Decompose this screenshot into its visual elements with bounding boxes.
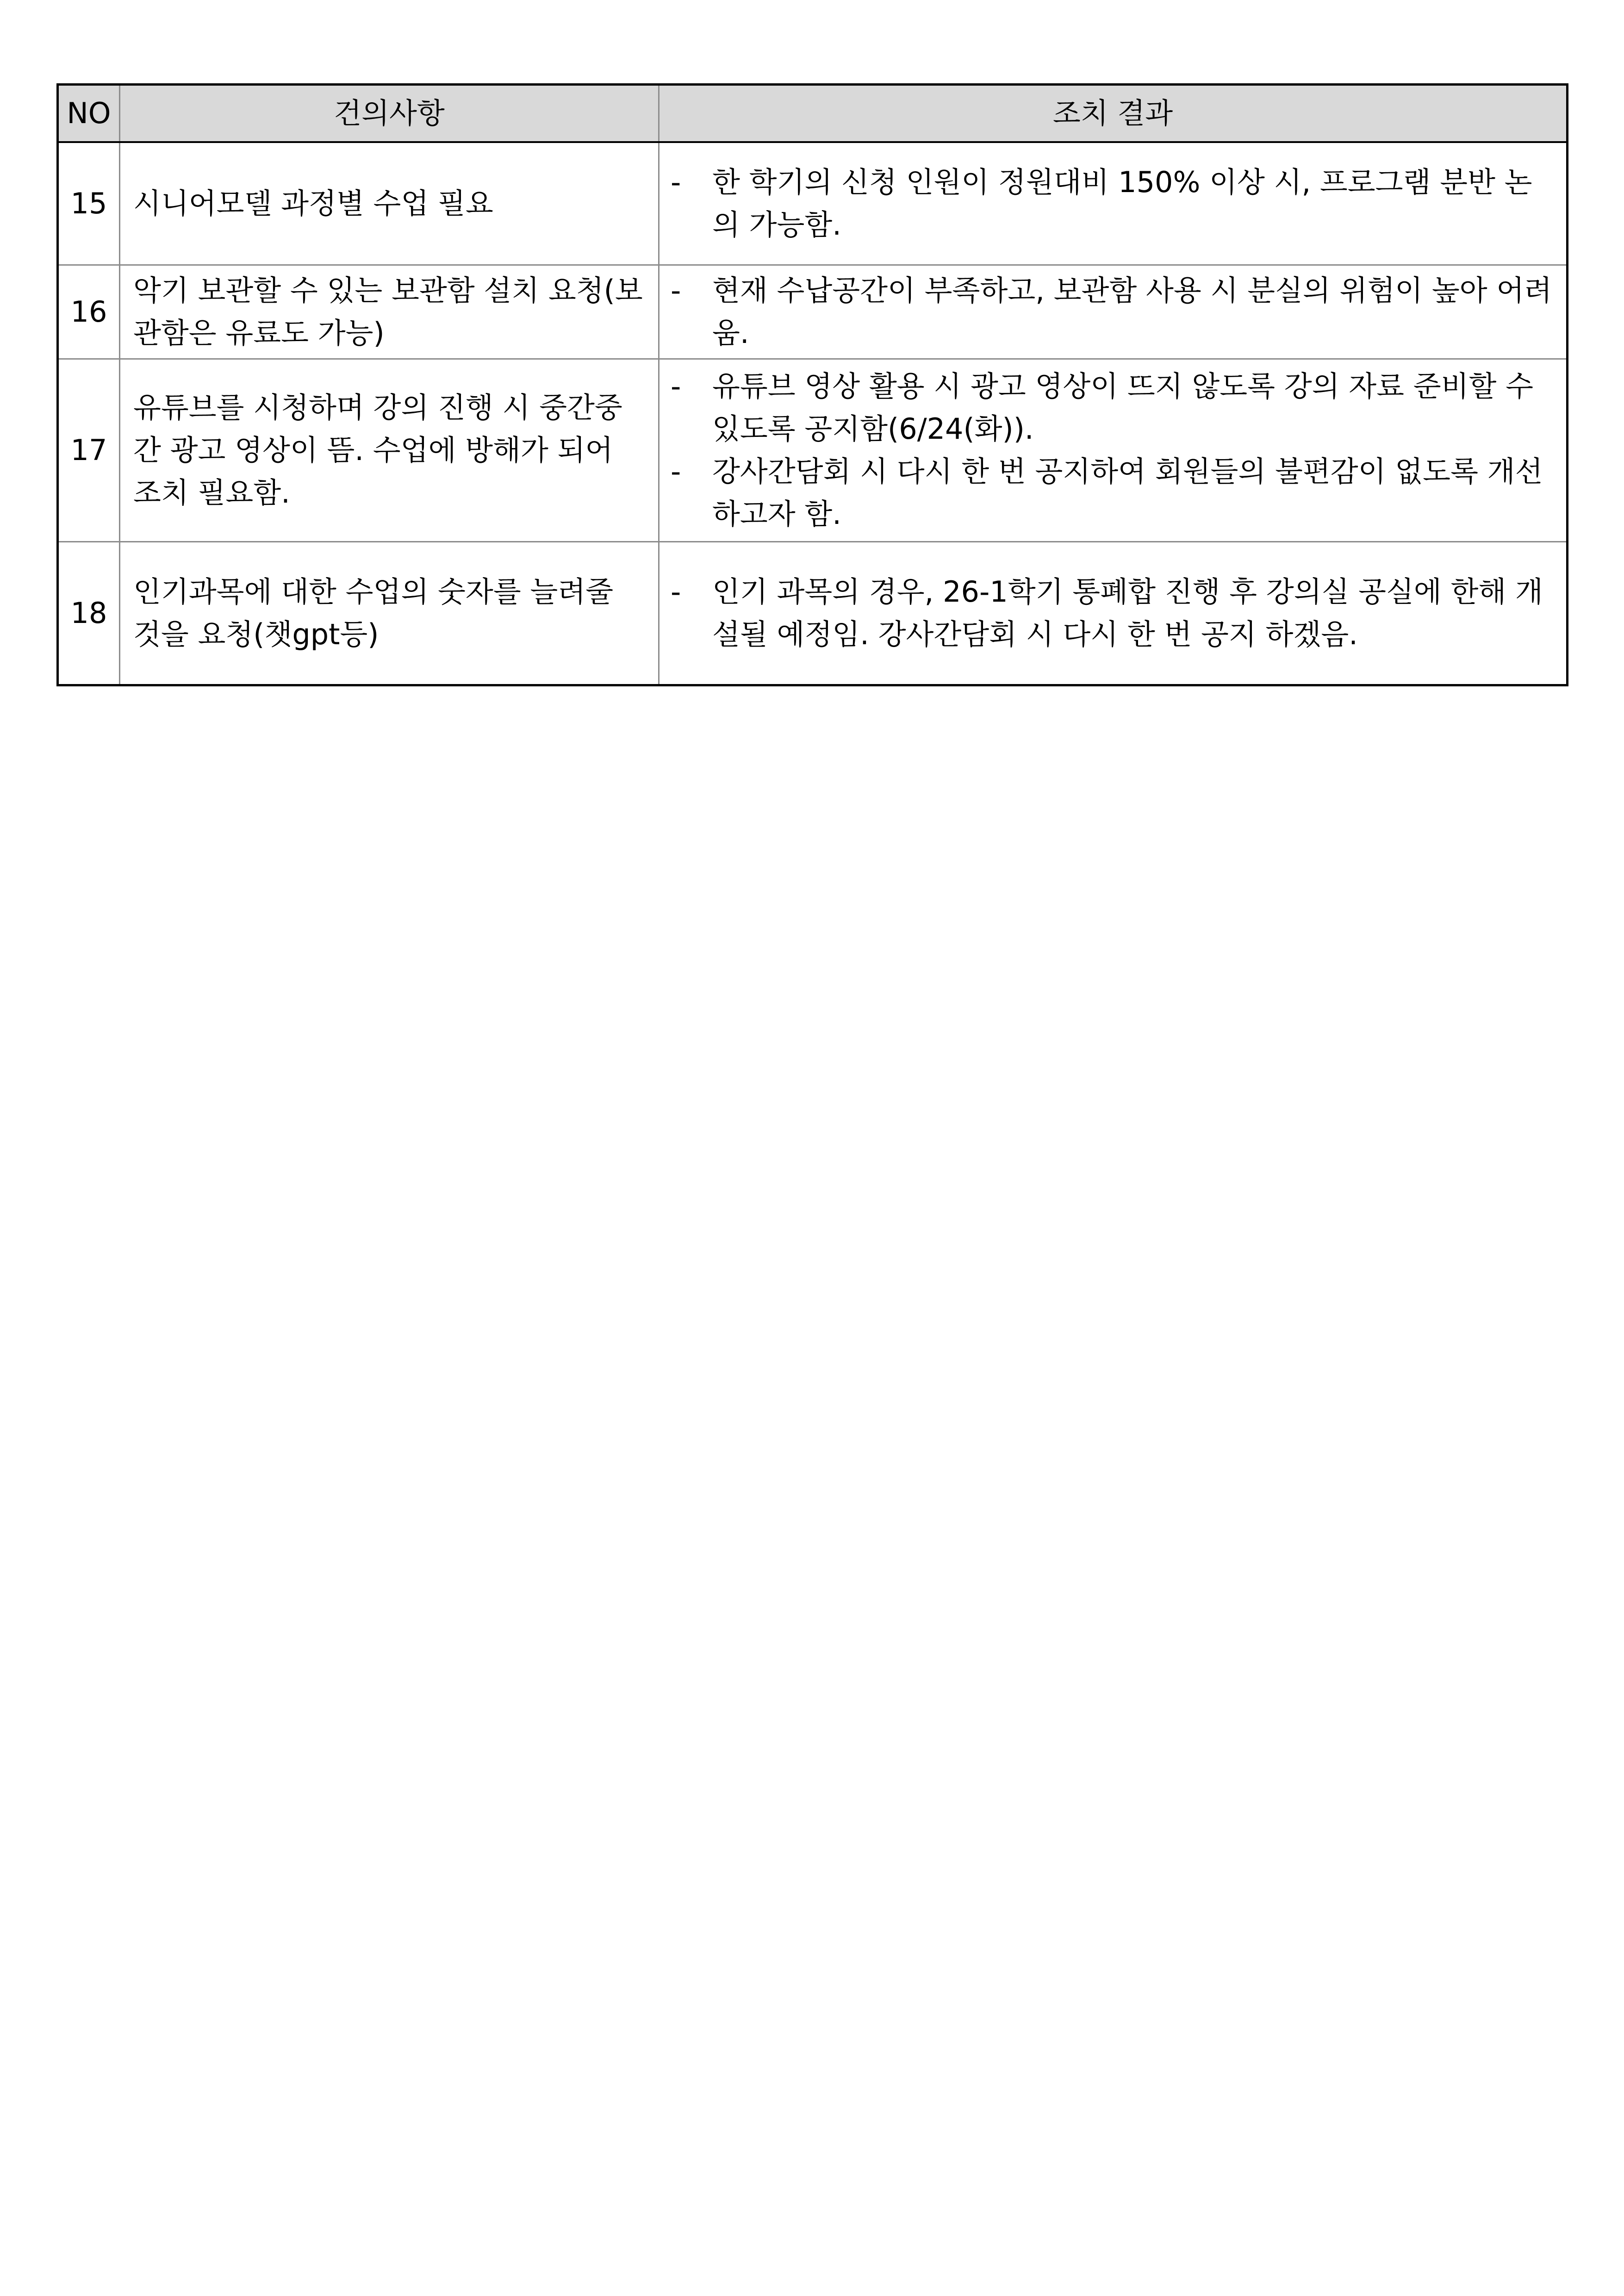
table-body — [58, 142, 1568, 685]
action-text: 한 학기의 신청 인원이 정원대비 150% 이상 시, 프로그램 분반 논의 가능함. — [712, 165, 1532, 242]
header-row — [58, 85, 1568, 143]
action-item — [671, 571, 1552, 656]
action-item — [671, 450, 1552, 535]
action-list — [671, 269, 1552, 355]
action-text: 강사간담회 시 다시 한 번 공지하여 회원들의 불편감이 없도록 개선하고자 함. — [712, 454, 1543, 531]
action-item — [671, 269, 1552, 355]
header-no: NO — [58, 85, 120, 143]
action-list — [671, 571, 1552, 656]
request-text: 악기 보관할 수 있는 보관함 설치 요청(보관함은 유료도 가능) — [120, 265, 659, 359]
action-cell — [659, 142, 1568, 265]
row-number: 18 — [58, 542, 120, 685]
action-list — [671, 161, 1552, 246]
bullet-dash: - — [671, 274, 681, 307]
action-cell — [659, 265, 1568, 359]
row-number: 16 — [58, 265, 120, 359]
request-text: 인기과목에 대한 수업의 숫자를 늘려줄 것을 요청(챗gpt등) — [120, 542, 659, 685]
action-list — [671, 365, 1552, 535]
suggestions-table — [56, 83, 1568, 686]
action-item — [671, 365, 1552, 450]
header-request: 건의사항 — [120, 85, 659, 143]
request-text: 시니어모델 과정별 수업 필요 — [120, 142, 659, 265]
action-text: 인기 과목의 경우, 26-1학기 통폐합 진행 후 강의실 공실에 한해 개설될 예정임. 강사간담회 시 다시 한 번 공지 하겠음. — [712, 575, 1543, 651]
bullet-dash: - — [671, 575, 681, 609]
table-row — [58, 542, 1568, 685]
table-row — [58, 265, 1568, 359]
header-action: 조치 결과 — [659, 85, 1568, 143]
bullet-dash: - — [671, 165, 681, 199]
row-number: 17 — [58, 359, 120, 542]
table-row — [58, 142, 1568, 265]
table-row — [58, 359, 1568, 542]
request-text: 유튜브를 시청하며 강의 진행 시 중간중간 광고 영상이 뜸. 수업에 방해가 되어 조치 필요함. — [120, 359, 659, 542]
action-item — [671, 161, 1552, 246]
action-cell — [659, 359, 1568, 542]
table-header — [58, 85, 1568, 143]
suggestions-table-container — [56, 83, 1566, 686]
bullet-dash: - — [671, 369, 681, 403]
action-cell — [659, 542, 1568, 685]
bullet-dash: - — [671, 454, 681, 488]
row-number: 15 — [58, 142, 120, 265]
action-text: 현재 수납공간이 부족하고, 보관함 사용 시 분실의 위험이 높아 어려움. — [712, 274, 1552, 350]
action-text: 유튜브 영상 활용 시 광고 영상이 뜨지 않도록 강의 자료 준비할 수 있도록 공지함(6/24(화)). — [712, 369, 1533, 446]
